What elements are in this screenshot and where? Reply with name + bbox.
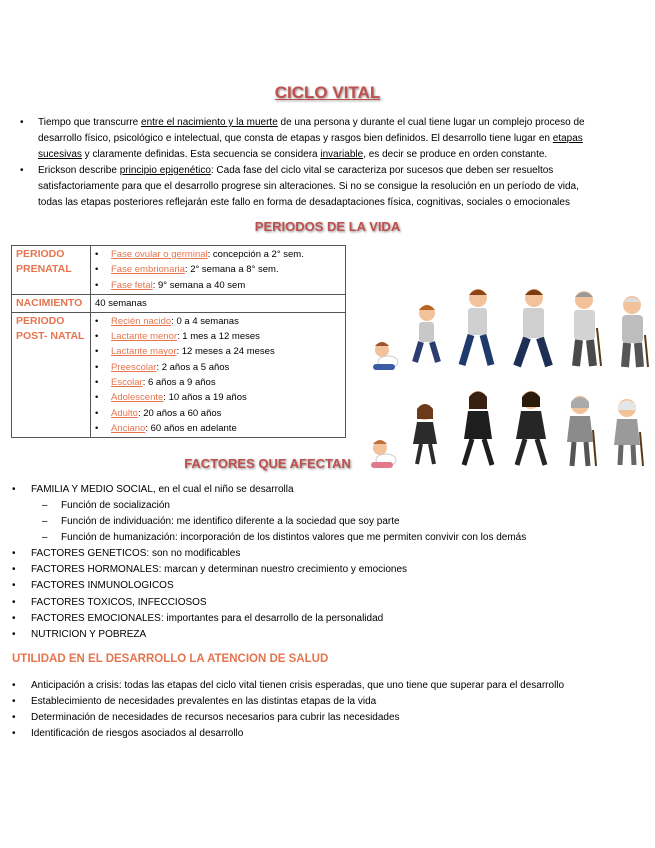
bullet: • [12,728,16,739]
bullet: • [12,484,16,495]
table-row [12,246,346,295]
elderly-woman-figure [614,399,643,466]
factor-subitem: Función de socialización [61,500,170,511]
child-girl-figure [413,404,437,464]
bullet: • [12,548,16,559]
baby-boy-figure [373,342,398,370]
factor-item: FACTORES GENETICOS: son no modificables [31,548,241,559]
bullet: • [12,597,16,608]
factor-subitem: Función de individuación: me identifico diferente a la sociedad que soy parte [61,516,400,527]
dash: – [42,532,48,543]
factor-item: FACTORES EMOCIONALES: importantes para el desarrollo de la personalidad [31,613,384,624]
factor-item: FACTORES HORMONALES: marcan y determinan nuestro crecimiento y emociones [31,564,408,575]
periods-table [11,245,346,438]
bullet: • [12,629,16,640]
factor-item: FACTORES INMUNOLOGICOS [31,580,174,591]
teen-girl-figure [464,391,492,465]
utility-heading: UTILIDAD EN EL DESARROLLO LA ATENCION DE SALUD [12,653,329,665]
dash: – [42,500,48,511]
period-name: PERIODO POST- NATAL [12,312,91,437]
factors-heading: FACTORES QUE AFECTAN [184,456,351,471]
periods-heading: PERIODOS DE LA VIDA [254,219,401,234]
period-details: • Recién nacido: 0 a 4 semanas • Lactante menor: 1 mes a 12 meses • Lactante mayor: 12 meses a 24 meses • Preescolar: 2 años a 5 años • Escolar: 6 años a 9 años • Adolescente: 10 años a 19 años • Adulto: 20 años a 60 años • Anciano: 60 años en adelante [91,312,346,437]
factor-item: NUTRICION Y POBREZA [31,629,147,640]
period-name: PERIODO PRENATAL [12,246,91,295]
page-title: CICLO VITAL [274,83,381,102]
bullet: • [12,712,16,723]
factor-subitem: Función de humanización: incorporación de los distintos valores que me permiten convivir con los demás [61,532,527,543]
bullet: • [12,680,16,691]
bullet: • [20,117,24,128]
bullet: • [12,696,16,707]
dash: – [42,516,48,527]
factor-item: FAMILIA Y MEDIO SOCIAL, en el cual el niño se desarrolla [31,484,294,495]
utility-item: Determinación de necesidades de recursos necesarios para cubrir las necesidades [31,712,400,723]
teen-boy-figure [462,289,491,365]
table-row [12,312,346,437]
table-row [12,294,346,312]
period-name: NACIMIENTO [12,294,91,312]
elderly-man-figure [622,296,648,367]
bullet: • [12,564,16,575]
period-details: • Fase ovular o germinal: concepción a 2° sem. • Fase embrionaria: 2° semana a 8° sem. • Fase fetal: 9° semana a 40 sem [91,246,346,295]
adult-woman-figure [516,391,546,465]
bullet: • [20,165,24,176]
child-boy-figure [415,305,438,362]
life-cycle-illustration [355,280,655,475]
bullet: • [12,580,16,591]
middle-age-man-figure [574,291,601,366]
utility-item: Anticipación a crisis: todas las etapas del ciclo vital tienen crisis esperadas, que uno tiene que superar para el desarrollo [31,680,565,691]
utility-item: Identificación de riesgos asociados al desarrollo [31,728,244,739]
utility-item: Establecimiento de necesidades prevalentes en las distintas etapas de la vida [31,696,377,707]
intro-paragraph-2: Erickson describe principio epigenético: Cada fase del ciclo vital se caracteriza por sucesos que deben ser resueltos satisfactoriamente para que el desarrollo progrese sin alteraciones. Si no se consigue la resolución en un período de vida, todas las etapas posteriores reflejarán este fallo en forma de desadaptaciones física, cognitivas, sociales o emocionales [38,165,579,208]
adult-man-figure [517,289,549,366]
intro-paragraph-1: Tiempo que transcurre entre el nacimiento y la muerte de una persona y durante el cual tiene lugar un complejo proceso de desarrollo físico, psicológico e intelectual, que consta de etapas y rasgos bien definidos. El desarrollo tiene lugar en etapas sucesivas y claramente definidas. Esta secuencia se considera invariable, es decir se produce en orden constante. [38,117,585,160]
bullet: • [12,613,16,624]
factor-item: FACTORES TOXICOS, INFECCIOSOS [31,597,207,608]
period-details: 40 semanas [91,294,346,312]
